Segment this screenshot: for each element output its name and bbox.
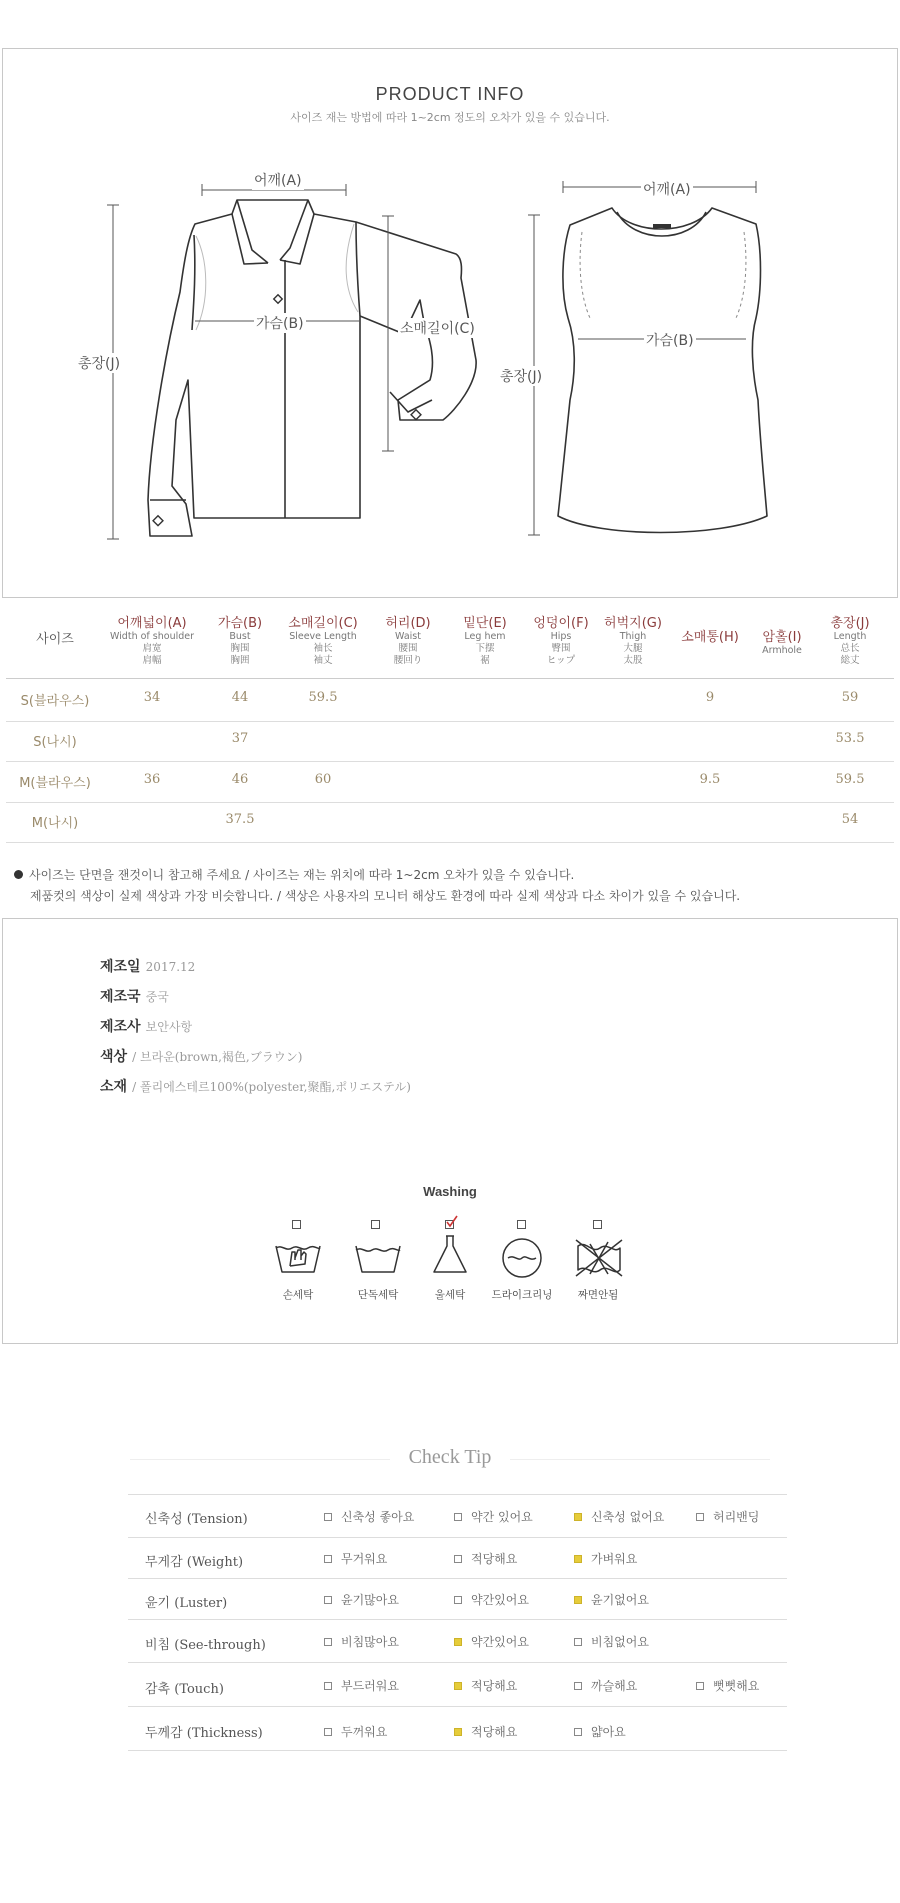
note-line-2: 제품컷의 색상이 실제 색상과 가장 비슷합니다. / 색상은 사용자의 모니터 해상도 환경에 따라 실제 색상과 다소 차이가 있을 수 있습니다.: [30, 889, 741, 903]
size-col-thigh: 허벅지(G) Thigh 大腿 太股: [604, 616, 662, 666]
check-tip-row-luster: 윤기 (Luster) 윤기많아요 약간있어요 윤기없어요: [145, 1593, 649, 1611]
product-details: [100, 956, 411, 1106]
blouse-shoulder-label: 어깨(A): [252, 170, 304, 190]
check-option[interactable]: 비침없어요: [574, 1633, 649, 1650]
detail-row-material: 소재 / 폴리에스테르100%(polyester,聚酯,ポリエステル): [100, 1079, 411, 1095]
product-info-subtitle: 사이즈 재는 방법에 따라 1~2cm 정도의 오차가 있을 수 있습니다.: [290, 111, 610, 124]
table-row: M(블라우스) 36 46 60 9.5 59.5: [19, 772, 865, 791]
table-divider: [6, 761, 894, 762]
notes: [14, 866, 894, 904]
wool-wash-checkbox[interactable]: [445, 1220, 454, 1229]
check-tip-title: Check Tip: [408, 1446, 492, 1468]
sleeveless-bust-label: 가슴(B): [644, 330, 696, 350]
check-tip-row-touch: 감촉 (Touch) 부드러워요 적당해요 까슬해요 뻣뻣해요: [145, 1679, 760, 1697]
check-option[interactable]: 신축성 좋아요: [324, 1508, 414, 1525]
check-option[interactable]: 가벼워요: [574, 1550, 637, 1567]
blouse-diagram: [0, 0, 900, 600]
dry-clean-icon: [500, 1236, 544, 1280]
check-tip-divider: [128, 1750, 787, 1751]
check-tip-row-thickness: 두께감 (Thickness) 두꺼워요 적당해요 얇아요: [145, 1725, 626, 1741]
detail-row-maker: 제조사 보안사항: [100, 1019, 193, 1035]
table-divider: [6, 721, 894, 722]
check-option[interactable]: 윤기많아요: [324, 1591, 399, 1608]
blouse-bust-label: 가슴(B): [254, 313, 306, 333]
solo-wash-label: 단독세탁: [357, 1289, 399, 1301]
check-tip-title-line-left: [130, 1459, 390, 1460]
blouse-length-label: 총장(J): [76, 353, 122, 373]
dry-clean-checkbox[interactable]: [517, 1220, 526, 1229]
hand-wash-icon: [272, 1238, 324, 1278]
check-option[interactable]: 부드러워요: [324, 1677, 399, 1694]
check-option[interactable]: 얇아요: [574, 1723, 626, 1740]
no-wring-checkbox[interactable]: [593, 1220, 602, 1229]
check-option[interactable]: 비침많아요: [324, 1633, 399, 1650]
size-col-sleeve-width: 소매통(H): [681, 630, 739, 645]
size-col-bust: 가슴(B) Bust 胸围 胸囲: [217, 616, 263, 666]
detail-row-country: 제조국 중국: [100, 989, 169, 1005]
table-divider: [6, 678, 894, 679]
size-col-sleeve: 소매길이(C) Sleeve Length 袖长 袖丈: [288, 616, 358, 666]
blouse-sleeve-label: 소매길이(C): [398, 318, 477, 338]
hand-wash-checkbox[interactable]: [292, 1220, 301, 1229]
check-mark-icon: [445, 1215, 459, 1229]
wash-tub-icon: [352, 1238, 404, 1278]
no-wring-icon: [572, 1236, 626, 1280]
check-tip-row-see-through: 비침 (See-through) 비침많아요 약간있어요 비침없어요: [145, 1635, 649, 1653]
check-option[interactable]: 까슬해요: [574, 1677, 637, 1694]
check-option[interactable]: 뻣뻣해요: [696, 1677, 759, 1694]
size-col-hem: 밑단(E) Leg hem 下摆 裾: [463, 616, 507, 666]
check-option[interactable]: 적당해요: [454, 1677, 517, 1694]
table-divider: [6, 842, 894, 843]
wool-wash-label: 울세탁: [434, 1289, 466, 1301]
table-row: S(나시) 37 53.5: [33, 731, 865, 750]
check-option[interactable]: 윤기없어요: [574, 1591, 649, 1608]
size-col-armhole: 암홀(I) Armhole: [762, 630, 802, 656]
table-row: M(나시) 37.5 54: [31, 812, 859, 831]
table-row: S(블라우스) 34 44 59.5 9 59: [20, 690, 859, 709]
info-bullet-icon: [14, 870, 23, 879]
no-wring-label: 짜면안됨: [577, 1289, 619, 1301]
wool-wash-icon: [428, 1232, 472, 1278]
table-divider: [6, 802, 894, 803]
check-option[interactable]: 무거워요: [324, 1550, 387, 1567]
sleeveless-length-label: 총장(J): [498, 366, 544, 386]
detail-row-date: 제조일 2017.12: [100, 959, 196, 975]
check-option[interactable]: 신축성 없어요: [574, 1508, 664, 1525]
solo-wash-checkbox[interactable]: [371, 1220, 380, 1229]
washing-title: Washing: [423, 1184, 477, 1199]
size-col-length: 총장(J) Length 总长 総丈: [830, 616, 870, 666]
check-option[interactable]: 두꺼워요: [324, 1723, 387, 1740]
check-option[interactable]: 허리밴딩: [696, 1508, 759, 1525]
check-tip-row-tension: 신축성 (Tension) 신축성 좋아요 약간 있어요 신축성 없어요 허리밴딩: [145, 1510, 760, 1527]
size-col-header: 사이즈: [36, 632, 74, 647]
note-line-1: 사이즈는 단면을 잰것이니 참고해 주세요 / 사이즈는 재는 위치에 따라 1~2cm 오차가 있을 수 있습니다.: [14, 866, 894, 883]
check-tip-title-line-right: [510, 1459, 770, 1460]
check-option[interactable]: 약간있어요: [454, 1591, 529, 1608]
check-option[interactable]: 약간 있어요: [454, 1508, 533, 1525]
hand-wash-label: 손세탁: [282, 1289, 314, 1301]
size-col-shoulder: 어깨넓이(A) Width of shoulder 肩宽 肩幅: [109, 616, 195, 666]
check-option[interactable]: 약간있어요: [454, 1633, 529, 1650]
dry-clean-label: 드라이크리닝: [491, 1289, 553, 1301]
size-col-hips: 엉덩이(F) Hips 臀围 ヒップ: [533, 616, 589, 666]
check-tip-row-weight: 무게감 (Weight) 무거워요 적당해요 가벼워요: [145, 1552, 638, 1570]
size-col-waist: 허리(D) Waist 腰围 腰回り: [385, 616, 431, 666]
check-option[interactable]: 적당해요: [454, 1550, 517, 1567]
detail-row-color: 색상 / 브라운(brown,褐色,ブラウン): [100, 1049, 303, 1065]
sleeveless-shoulder-label: 어깨(A): [641, 179, 693, 199]
product-info-title: PRODUCT INFO: [375, 84, 525, 104]
check-option[interactable]: 적당해요: [454, 1723, 517, 1740]
